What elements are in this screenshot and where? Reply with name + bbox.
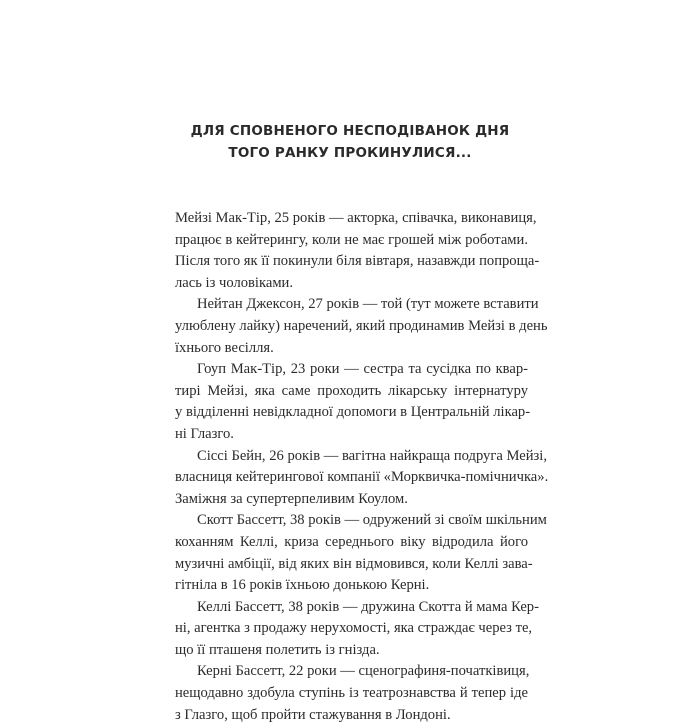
character-entry-nathan: [175, 294, 548, 359]
text-line: Керні Бассетт, 22 роки — сценографиня-початківиця,: [197, 663, 530, 680]
text-line: Скотт Бассетт, 38 років — одружений зі своїм шкільним: [197, 512, 547, 529]
text-line: з Глазго, щоб пройти стажування в Лондоні.: [175, 706, 451, 723]
text-line: Мейзі Мак-Тір, 25 років — акторка, співачка, виконавиця,: [175, 210, 537, 226]
text-line: Заміжня за супертерпеливим Коулом.: [175, 490, 408, 507]
heading-line: ТОГО РАНКУ ПРОКИНУЛИСЯ...: [228, 145, 472, 161]
character-entry-hope: [175, 359, 531, 445]
heading-line: ДЛЯ СПОВНЕНОГО НЕСПОДІВАНОК ДНЯ: [190, 123, 510, 139]
character-entry-kearney: [175, 661, 528, 726]
character-entry-scott: [175, 510, 547, 596]
chapter-heading: [0, 120, 700, 164]
text-line: Гоуп Мак-Тір, 23 роки — сестра та сусідка по квар-: [197, 361, 528, 378]
text-line: нещодавно здобула ступінь із театрознавства й тепер іде: [175, 685, 528, 702]
text-line: Сіссі Бейн, 26 років — вагітна найкраща подруга Мейзі,: [197, 447, 548, 464]
text-line: власниця кейтерингової компанії «Морквичка-помічничка».: [175, 469, 549, 486]
text-line: що її пташеня полетить із гнізда.: [175, 641, 380, 658]
text-line: працює в кейтерингу, коли не має грошей між роботами.: [175, 231, 528, 248]
text-line: Келлі Бассетт, 38 років — дружина Скотта й мама Кер-: [197, 598, 539, 615]
text-line: ні Глазго.: [175, 425, 234, 442]
character-list: [175, 208, 549, 726]
text-line: Нейтан Джексон, 27 років — той (тут можете вставити: [197, 296, 539, 313]
text-line: їхнього весілля.: [175, 339, 274, 356]
text-line: ні, агентка з продажу нерухомості, яка страждає через те,: [175, 620, 533, 637]
text-line: тирі Мейзі, яка саме проходить лікарську інтернатуру: [175, 382, 528, 399]
character-entry-kelly: [175, 597, 539, 662]
character-entry-sissy: [175, 446, 549, 511]
text-line: гітніла в 16 років їхньою донькою Керні.: [175, 577, 430, 594]
text-line: улюблену лайку) наречений, який продинамив Мейзі в день: [175, 317, 548, 334]
character-entry-maisie: [175, 208, 540, 294]
text-line: у відділенні невідкладної допомоги в Центральній лікар-: [175, 404, 531, 421]
text-line: Після того як її покинули біля вівтаря, назавжди попроща-: [175, 253, 540, 270]
text-line: коханням Келлі, криза середнього віку відродила його: [175, 533, 528, 550]
text-line: музичні амбіції, від яких він відмовився, коли Келлі зава-: [175, 555, 533, 572]
text-line: лась із чоловіками.: [175, 274, 294, 291]
